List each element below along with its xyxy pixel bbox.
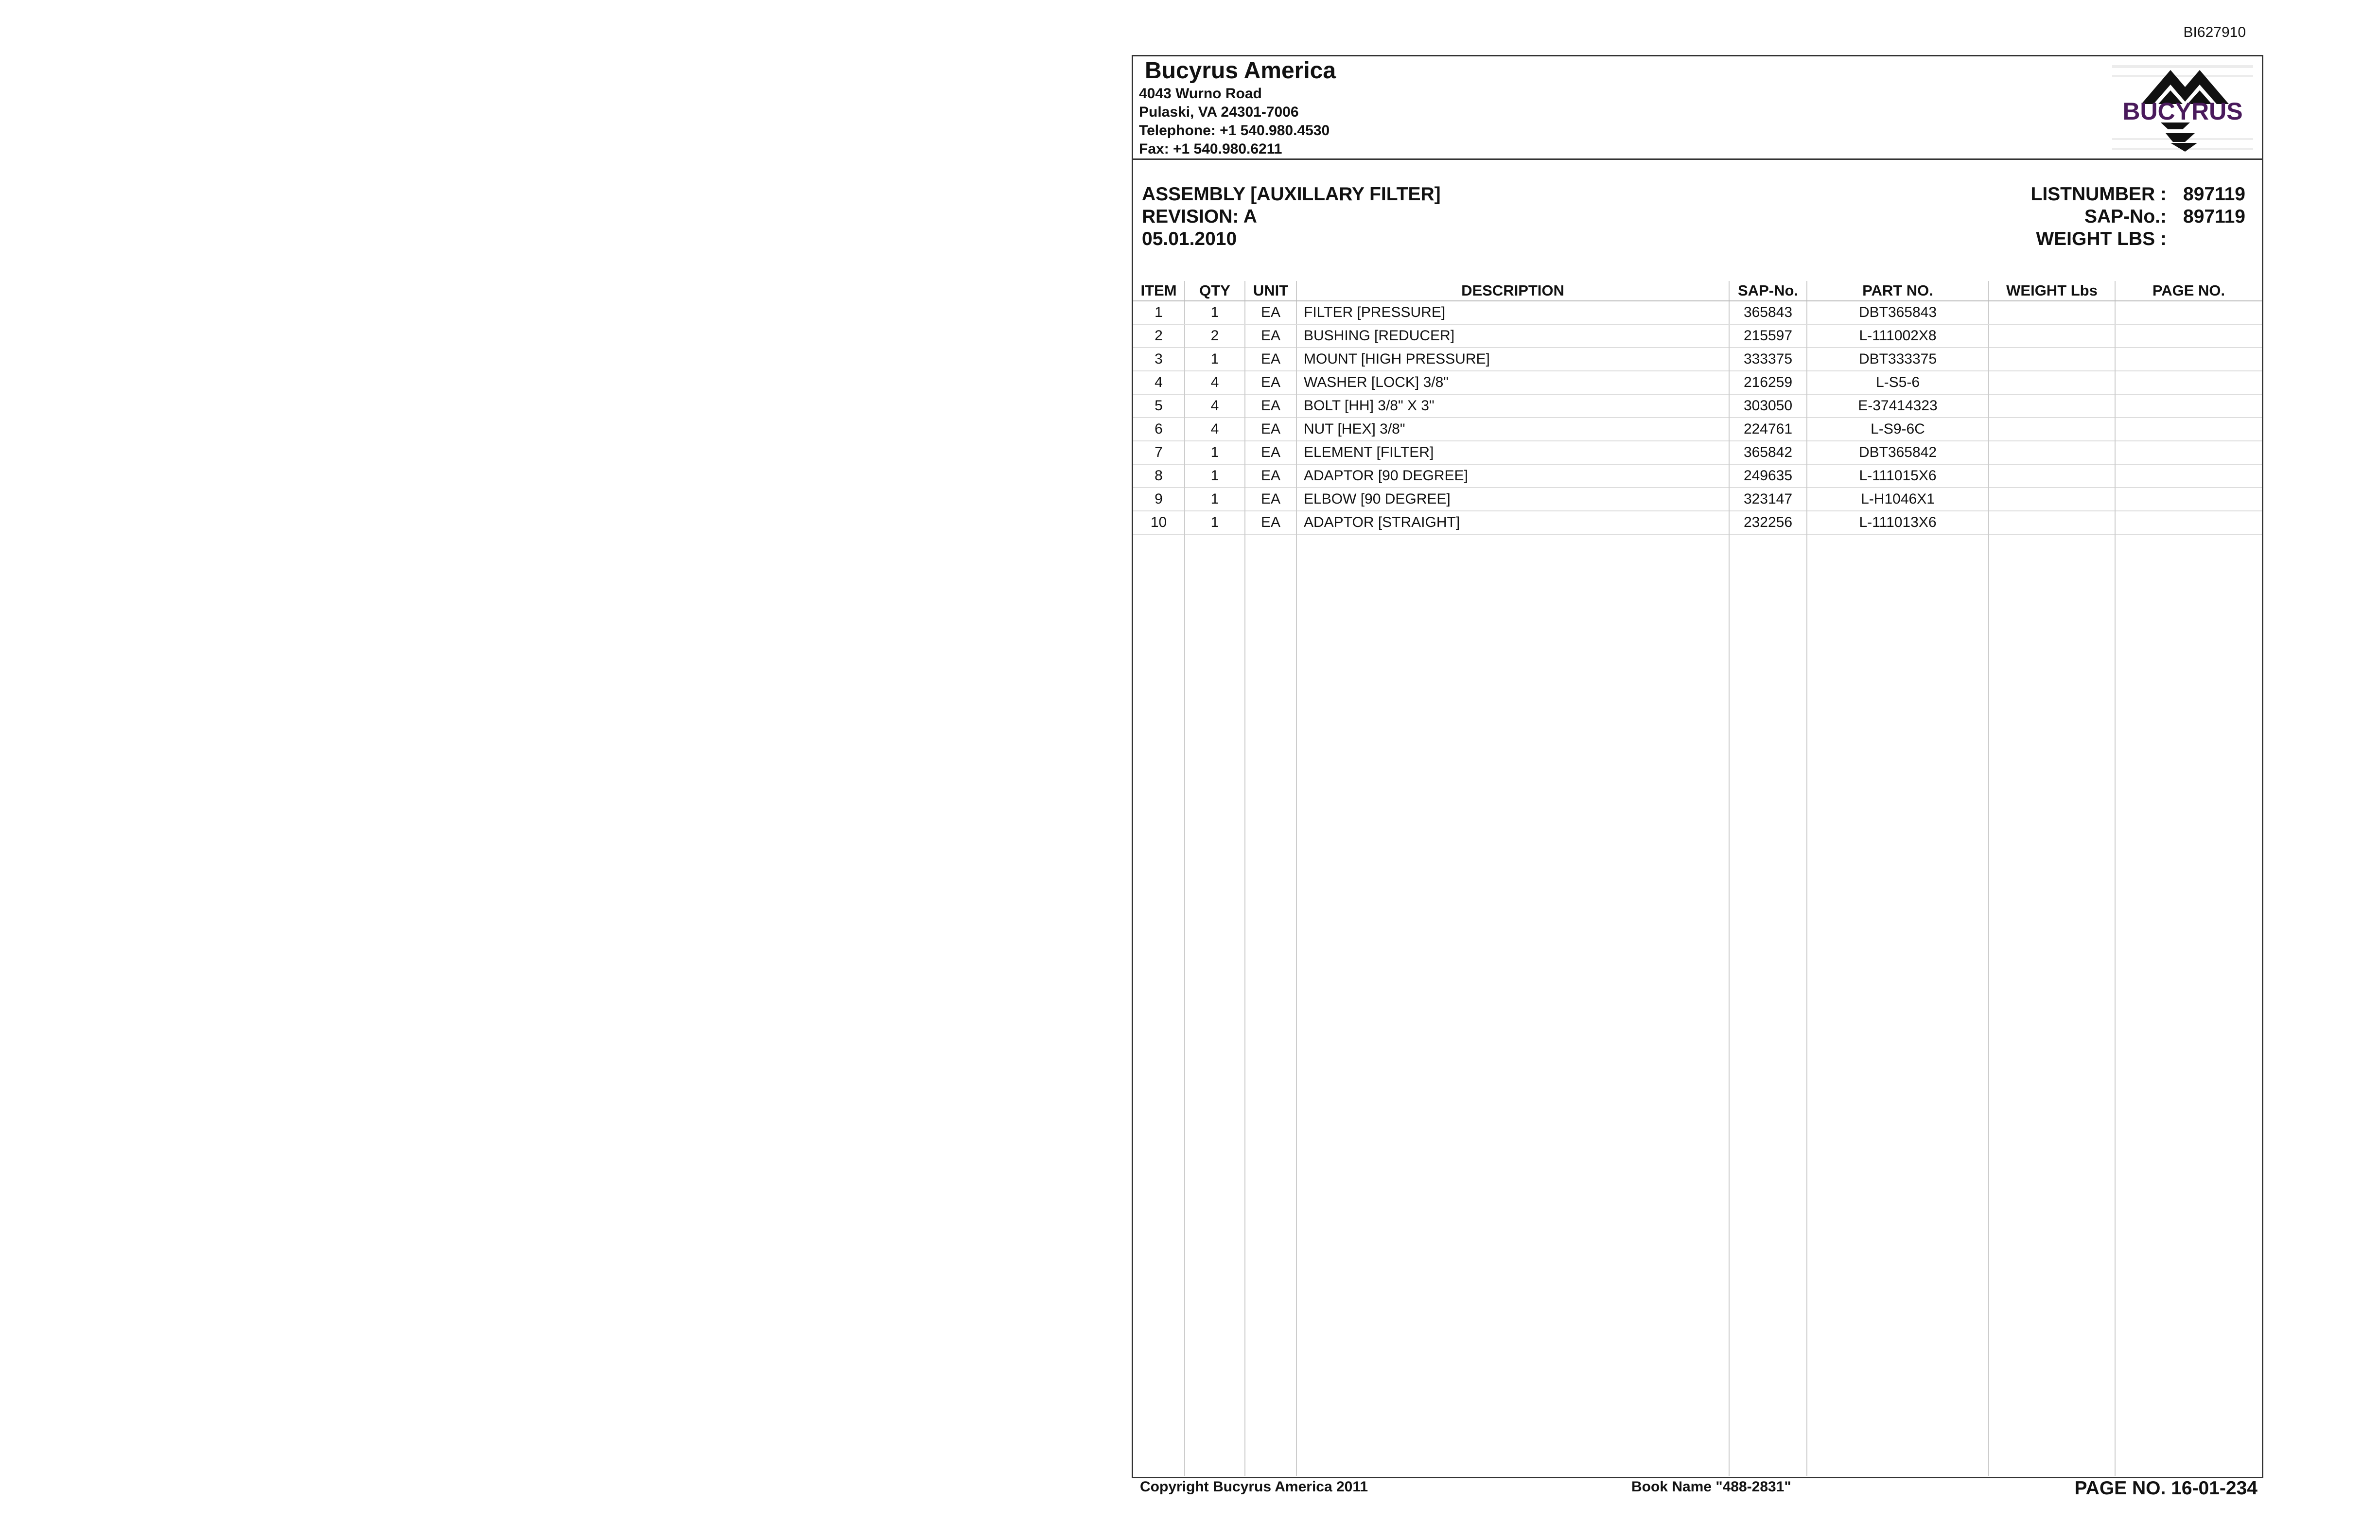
cell-qty: 1 — [1185, 511, 1245, 534]
cell-unit: EA — [1245, 348, 1296, 371]
cell-weight — [1989, 464, 2115, 488]
cell-unit: EA — [1245, 488, 1296, 511]
cell-item: 10 — [1133, 511, 1185, 534]
cell-unit: EA — [1245, 301, 1296, 324]
parts-table — [1133, 281, 2262, 535]
cell-qty: 1 — [1185, 301, 1245, 324]
cell-weight — [1989, 324, 2115, 348]
cell-description: BOLT [HH] 3/8" X 3" — [1296, 394, 1729, 418]
company-header — [1133, 56, 2262, 160]
cell-weight — [1989, 301, 2115, 324]
cell-part-no: E-37414323 — [1807, 394, 1989, 418]
listnumber-value: 897119 — [2183, 184, 2245, 205]
table-header-row — [1133, 281, 2262, 301]
cell-qty: 4 — [1185, 394, 1245, 418]
logo-wordmark: BUCYRUS — [2122, 98, 2243, 125]
column-header-page-no: PAGE NO. — [2115, 281, 2262, 301]
cell-sap-no: 365842 — [1729, 441, 1807, 464]
cell-weight — [1989, 418, 2115, 441]
cell-qty: 1 — [1185, 441, 1245, 464]
column-divider — [2115, 343, 2116, 1476]
cell-unit: EA — [1245, 371, 1296, 394]
cell-qty: 4 — [1185, 418, 1245, 441]
cell-sap-no: 365843 — [1729, 301, 1807, 324]
cell-page-no — [2115, 394, 2262, 418]
cell-sap-no: 323147 — [1729, 488, 1807, 511]
column-header-sap-no: SAP-No. — [1729, 281, 1807, 301]
cell-description: ADAPTOR [90 DEGREE] — [1296, 464, 1729, 488]
column-header-unit: UNIT — [1245, 281, 1296, 301]
cell-description: WASHER [LOCK] 3/8" — [1296, 371, 1729, 394]
company-name: Bucyrus America — [1145, 58, 1336, 84]
table-row — [1133, 441, 2262, 464]
column-divider — [1729, 343, 1730, 1476]
column-divider — [1988, 343, 1989, 1476]
cell-item: 6 — [1133, 418, 1185, 441]
cell-part-no: DBT365842 — [1807, 441, 1989, 464]
column-divider — [1184, 343, 1185, 1476]
assembly-date: 05.01.2010 — [1142, 228, 1237, 249]
cell-page-no — [2115, 464, 2262, 488]
cell-weight — [1989, 511, 2115, 534]
column-header-qty: QTY — [1185, 281, 1245, 301]
sap-number-label: SAP-No.: — [2084, 206, 2167, 227]
table-row — [1133, 301, 2262, 324]
bucyrus-logo — [2112, 65, 2253, 155]
cell-weight — [1989, 441, 2115, 464]
cell-sap-no: 224761 — [1729, 418, 1807, 441]
assembly-revision: REVISION: A — [1142, 206, 1257, 227]
cell-page-no — [2115, 324, 2262, 348]
cell-page-no — [2115, 348, 2262, 371]
cell-item: 4 — [1133, 371, 1185, 394]
company-address-city: Pulaski, VA 24301-7006 — [1139, 104, 1299, 120]
cell-unit: EA — [1245, 418, 1296, 441]
column-divider — [1296, 343, 1297, 1476]
column-header-part-no: PART NO. — [1807, 281, 1989, 301]
cell-unit: EA — [1245, 394, 1296, 418]
table-row — [1133, 324, 2262, 348]
column-header-weight: WEIGHT Lbs — [1989, 281, 2115, 301]
cell-item: 2 — [1133, 324, 1185, 348]
cell-item: 5 — [1133, 394, 1185, 418]
table-row — [1133, 348, 2262, 371]
cell-description: NUT [HEX] 3/8" — [1296, 418, 1729, 441]
column-divider — [1244, 343, 1245, 1476]
cell-part-no: L-111015X6 — [1807, 464, 1989, 488]
parts-list-sheet — [1132, 55, 2263, 1478]
cell-item: 3 — [1133, 348, 1185, 371]
cell-unit: EA — [1245, 324, 1296, 348]
footer-copyright: Copyright Bucyrus America 2011 — [1140, 1479, 1368, 1495]
table-row — [1133, 464, 2262, 488]
cell-page-no — [2115, 418, 2262, 441]
cell-part-no: L-111002X8 — [1807, 324, 1989, 348]
cell-page-no — [2115, 511, 2262, 534]
cell-sap-no: 303050 — [1729, 394, 1807, 418]
cell-weight — [1989, 488, 2115, 511]
cell-description: ELBOW [90 DEGREE] — [1296, 488, 1729, 511]
table-row — [1133, 488, 2262, 511]
cell-description: BUSHING [REDUCER] — [1296, 324, 1729, 348]
footer-book-name: Book Name "488-2831" — [1631, 1479, 1791, 1495]
cell-qty: 4 — [1185, 371, 1245, 394]
cell-description: FILTER [PRESSURE] — [1296, 301, 1729, 324]
cell-weight — [1989, 371, 2115, 394]
document-id: BI627910 — [2183, 24, 2246, 40]
cell-part-no: L-S5-6 — [1807, 371, 1989, 394]
cell-page-no — [2115, 371, 2262, 394]
footer-page-number: PAGE NO. 16-01-234 — [2074, 1478, 2258, 1499]
table-row — [1133, 511, 2262, 534]
cell-page-no — [2115, 441, 2262, 464]
cell-part-no: L-H1046X1 — [1807, 488, 1989, 511]
table-row — [1133, 371, 2262, 394]
cell-item: 8 — [1133, 464, 1185, 488]
cell-description: ADAPTOR [STRAIGHT] — [1296, 511, 1729, 534]
cell-unit: EA — [1245, 511, 1296, 534]
cell-item: 7 — [1133, 441, 1185, 464]
cell-qty: 1 — [1185, 348, 1245, 371]
column-header-item: ITEM — [1133, 281, 1185, 301]
cell-page-no — [2115, 488, 2262, 511]
assembly-title: ASSEMBLY [AUXILLARY FILTER] — [1142, 184, 1441, 205]
cell-item: 9 — [1133, 488, 1185, 511]
cell-part-no: DBT365843 — [1807, 301, 1989, 324]
cell-page-no — [2115, 301, 2262, 324]
cell-unit: EA — [1245, 464, 1296, 488]
cell-description: MOUNT [HIGH PRESSURE] — [1296, 348, 1729, 371]
column-header-description: DESCRIPTION — [1296, 281, 1729, 301]
table-row — [1133, 418, 2262, 441]
cell-weight — [1989, 394, 2115, 418]
sap-number-value: 897119 — [2183, 206, 2245, 227]
cell-part-no: L-S9-6C — [1807, 418, 1989, 441]
cell-weight — [1989, 348, 2115, 371]
company-telephone: Telephone: +1 540.980.4530 — [1139, 122, 1330, 139]
cell-part-no: L-111013X6 — [1807, 511, 1989, 534]
weight-label: WEIGHT LBS : — [2036, 228, 2167, 249]
cell-qty: 1 — [1185, 488, 1245, 511]
company-address-street: 4043 Wurno Road — [1139, 86, 1262, 102]
table-row — [1133, 394, 2262, 418]
cell-sap-no: 249635 — [1729, 464, 1807, 488]
cell-qty: 2 — [1185, 324, 1245, 348]
cell-sap-no: 215597 — [1729, 324, 1807, 348]
cell-sap-no: 232256 — [1729, 511, 1807, 534]
cell-unit: EA — [1245, 441, 1296, 464]
cell-description: ELEMENT [FILTER] — [1296, 441, 1729, 464]
assembly-info — [1133, 158, 2262, 287]
cell-item: 1 — [1133, 301, 1185, 324]
company-fax: Fax: +1 540.980.6211 — [1139, 141, 1282, 157]
cell-qty: 1 — [1185, 464, 1245, 488]
listnumber-label: LISTNUMBER : — [2030, 184, 2167, 205]
cell-sap-no: 216259 — [1729, 371, 1807, 394]
cell-part-no: DBT333375 — [1807, 348, 1989, 371]
cell-sap-no: 333375 — [1729, 348, 1807, 371]
column-divider — [1806, 343, 1807, 1476]
